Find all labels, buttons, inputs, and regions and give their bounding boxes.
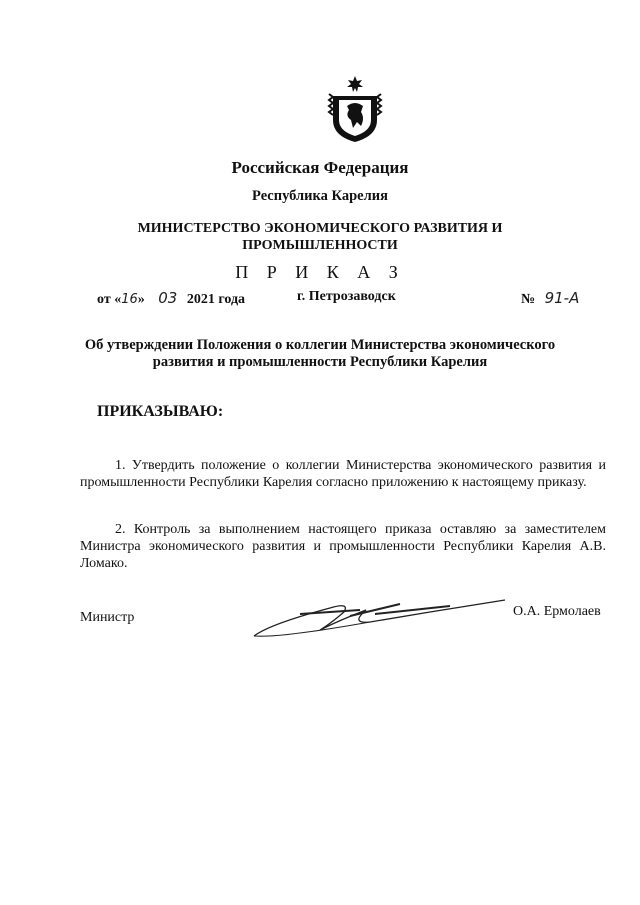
- date-year: 2021 года: [186, 292, 246, 307]
- country-heading: Российская Федерация: [231, 158, 409, 177]
- dateline: [97, 289, 597, 311]
- ministry-heading: [0, 220, 640, 254]
- date-month-handwritten: 03: [158, 289, 178, 307]
- document-type: П Р И К А З: [235, 262, 405, 282]
- ministry-line-2: ПРОМЫШЛЕННОСТИ: [242, 238, 398, 253]
- coat-of-arms-icon: [327, 74, 383, 144]
- date-prefix: от «: [97, 292, 122, 307]
- title-line-1: Об утверждении Положения о коллегии Министерства экономического: [84, 337, 556, 353]
- city: г. Петрозаводск: [297, 289, 396, 304]
- date-suffix: »: [137, 292, 145, 307]
- handwritten-signature: [250, 594, 540, 642]
- number-label: №: [521, 292, 536, 307]
- title-line-2: развития и промышленности Республики Карелия: [152, 354, 488, 370]
- document-title: [0, 337, 640, 371]
- signer-name: О.А. Ермолаев: [513, 604, 601, 619]
- order-number-handwritten: 91-А: [544, 289, 580, 307]
- orders-heading: ПРИКАЗЫВАЮ:: [97, 403, 224, 420]
- date-day-handwritten: 16: [121, 292, 138, 307]
- ministry-line-1: МИНИСТЕРСТВО ЭКОНОМИЧЕСКОГО РАЗВИТИЯ И: [137, 221, 503, 236]
- order-number-field: [521, 289, 579, 308]
- region-heading: Республика Карелия: [252, 188, 388, 204]
- paragraph-1: 1. Утвердить положение о коллегии Министерства экономического развития и промышленности Республики Карелия согласно приложению к настоящему приказу.: [80, 458, 606, 490]
- paragraph-2: 2. Контроль за выполнением настоящего приказа оставляю за заместителем Министра экономического развития и промышленности Республики Карелия А.В. Ломако.: [80, 522, 606, 571]
- date-field: [97, 289, 245, 308]
- signer-title: Министр: [80, 610, 135, 625]
